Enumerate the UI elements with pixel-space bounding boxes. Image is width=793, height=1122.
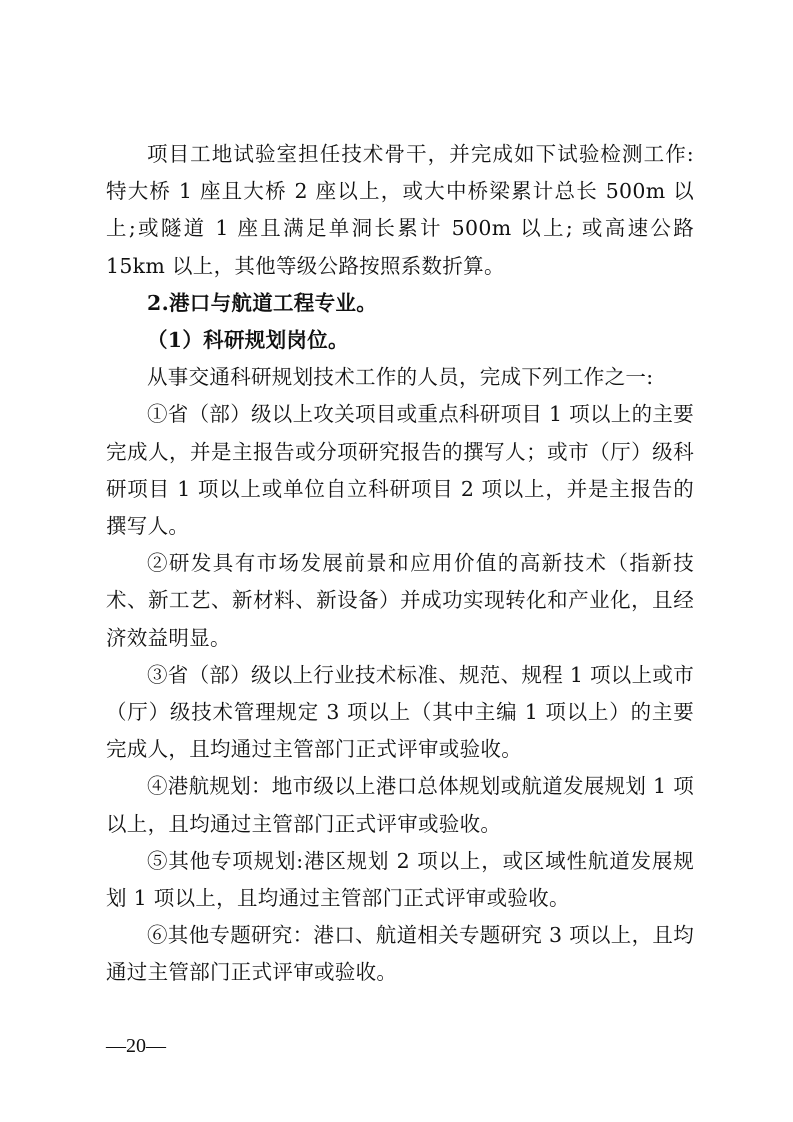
paragraph-research-intro: 从事交通科研规划技术工作的人员，完成下列工作之一: (147, 365, 654, 390)
paragraph-item-4: ④港航规划：地市级以上港口总体规划或航道发展规划 1 项以上，且均通过主管部门正式评审或验收。 (106, 774, 694, 836)
paragraph-item-1: ①省（部）级以上攻关项目或重点科研项目 1 项以上的主要完成人，并是主报告或分项研究报告的撰写人；或市（厅）级科研项目 1 项以上或单位自立科研项目 2 项以上，并是主报告的撰写人。 (106, 402, 694, 539)
paragraph-item-2: ②研发具有市场发展前景和应用价值的高新技术（指新技术、新工艺、新材料、新设备）并成功实现转化和产业化，且经济效益明显。 (106, 551, 694, 650)
paragraph-item-5: ⑤其他专项规划:港区规划 2 项以上，或区域性航道发展规划 1 项以上，且均通过主管部门正式评审或验收。 (106, 848, 694, 911)
paragraph-test-detection-requirements: 项目工地试验室担任技术骨干，并完成如下试验检测工作:特大桥 1 座且大桥 2 座以上，或大中桥梁累计总长 500m 以上;或隧道 1 座且满足单洞长累计 500m 以上; 或高速公路 15km 以上，其他等级公路按照系数折算。 (106, 142, 694, 278)
paragraph-item-3: ③省（部）级以上行业技术标准、规范、规程 1 项以上或市（厅）级技术管理规定 3 项以上（其中主编 1 项以上）的主要完成人，且均通过主管部门正式评审或验收。 (106, 662, 694, 762)
heading-port-waterway-major: 2.港口与航道工程专业。 (147, 290, 378, 315)
document-body (106, 136, 694, 992)
heading-research-planning-position: （1）科研规划岗位。 (147, 328, 349, 353)
paragraph-item-6: ⑥其他专题研究：港口、航道相关专题研究 3 项以上，且均通过主管部门正式评审或验收。 (106, 923, 694, 985)
page-number: —20— (106, 1035, 166, 1057)
